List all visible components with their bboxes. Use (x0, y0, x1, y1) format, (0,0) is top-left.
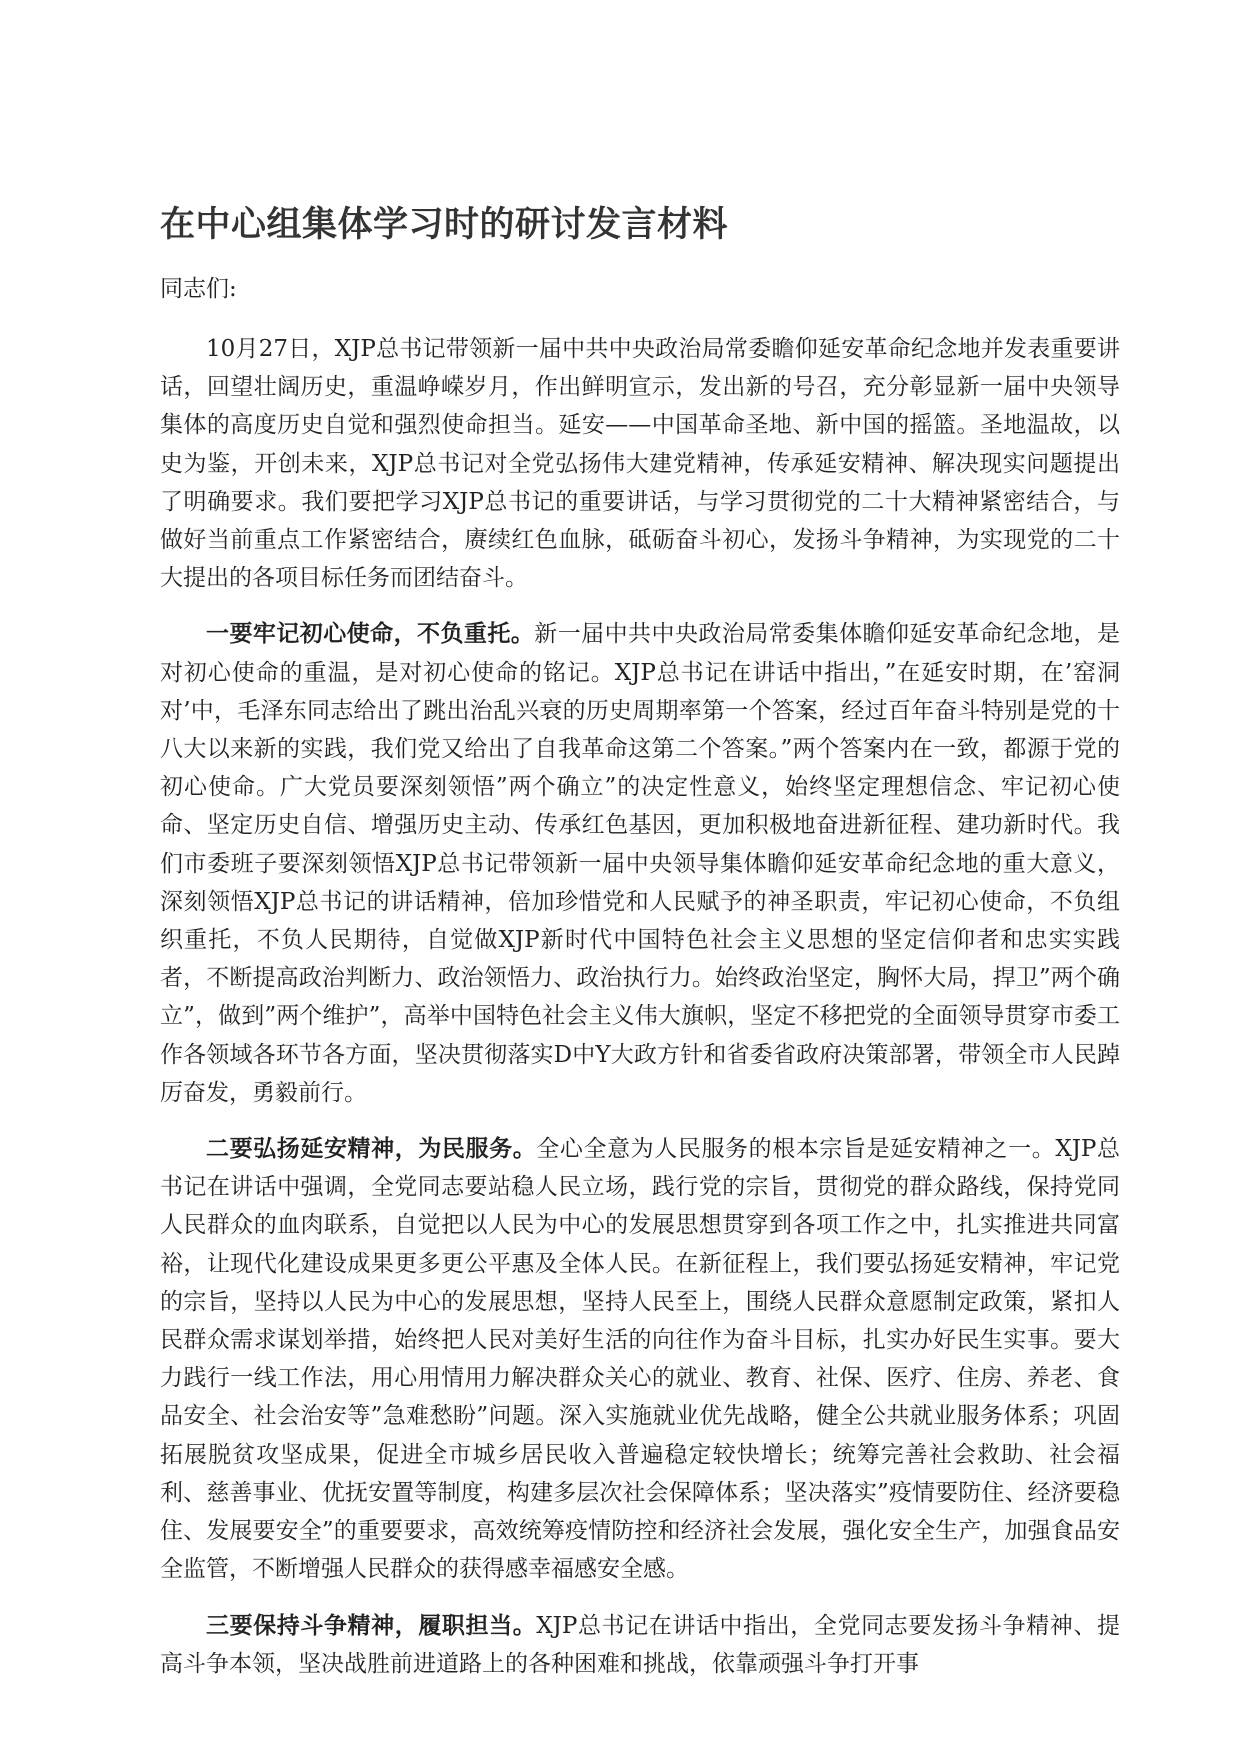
paragraph-intro (160, 330, 1120, 597)
document-page (160, 200, 1120, 1701)
salutation: 同志们: (160, 276, 237, 302)
paragraph-text: 新一届中共中央政治局常委集体瞻仰延安革命纪念地，是对初心使命的重温，是对初心使命的铭记。XJP总书记在讲话中指出，”在延安时期，在’窑洞对’中，毛泽东同志给出了跳出治乱兴衰的历史周期率第一个答案，经过百年奋斗特别是党的十八大以来新的实践，我们党又给出了自我革命这第二个答案。”两个答案内在一致，都源于党的初心使命。广大党员要深刻领悟”两个确立”的决定性意义，始终坚定理想信念、牢记初心使命、坚定历史自信、增强历史主动、传承红色基因，更加积极地奋进新征程、建功新时代。我们市委班子要深刻领悟XJP总书记带领新一届中央领导集体瞻仰延安革命纪念地的重大意义，深刻领悟XJP总书记的讲话精神，倍加珍惜党和人民赋予的神圣职责，牢记初心使命，不负组织重托，不负人民期待，自觉做XJP新时代中国特色社会主义思想的坚定信仰者和忠实实践者，不断提高政治判断力、政治领悟力、政治执行力。始终政治坚定，胸怀大局，捍卫”两个确立”，做到”两个维护”，高举中国特色社会主义伟大旗帜，坚定不移把党的全面领导贯穿市委工作各领域各环节各方面，坚决贯彻落实D中Y大政方针和省委省政府决策部署，带领全市人民踔厉奋发，勇毅前行。 (160, 621, 1121, 1106)
paragraph-point-two (160, 1130, 1120, 1588)
paragraph-text: 全心全意为人民服务的根本宗旨是延安精神之一。XJP总书记在讲话中强调，全党同志要站稳人民立场，践行党的宗旨，贯彻党的群众路线，保持党同人民群众的血肉联系，自觉把以人民为中心的发展思想贯穿到各项工作之中，扎实推进共同富裕，让现代化建设成果更多更公平惠及全体人民。在新征程上，我们要弘扬延安精神，牢记党的宗旨，坚持以人民为中心的发展思想，坚持人民至上，围绕人民群众意愿制定政策，紧扣人民群众需求谋划举措，始终把人民对美好生活的向往作为奋斗目标，扎实办好民生实事。要大力践行一线工作法，用心用情用力解决群众关心的就业、教育、社保、医疗、住房、养老、食品安全、社会治安等”急难愁盼”问题。深入实施就业优先战略，健全公共就业服务体系；巩固拓展脱贫攻坚成果，促进全市城乡居民收入普遍稳定较快增长；统筹完善社会救助、社会福利、慈善事业、优抚安置等制度，构建多层次社会保障体系；坚决落实”疫情要防住、经济要稳住、发展要安全”的重要要求，高效统筹疫情防控和经济社会发展，强化安全生产，加强食品安全监管，不断增强人民群众的获得感幸福感安全感。 (160, 1136, 1120, 1583)
paragraph-text: 10月27日，XJP总书记带领新一届中共中央政治局常委瞻仰延安革命纪念地并发表重要讲话，回望壮阔历史，重温峥嵘岁月，作出鲜明宣示，发出新的号召，充分彰显新一届中央领导集体的高度历史自觉和强烈使命担当。延安——中国革命圣地、新中国的摇篮。圣地温故，以史为鉴，开创未来，XJP总书记对全党弘扬伟大建党精神，传承延安精神、解决现实问题提出了明确要求。我们要把学习XJP总书记的重要讲话，与学习贯彻党的二十大精神紧密结合，与做好当前重点工作紧密结合，赓续红色血脉，砥砺奋斗初心，发扬斗争精神，为实现党的二十大提出的各项目标任务而团结奋斗。 (160, 336, 1120, 592)
paragraph-lead: 一要牢记初心使命，不负重托。 (206, 621, 535, 648)
paragraph-text: XJP总书记在讲话中指出，全党同志要发扬斗争精神、提高斗争本领，坚决战胜前进道路上的各种困难和挑战，依靠顽强斗争打开事 (160, 1612, 1120, 1677)
paragraph-point-one (160, 615, 1120, 1112)
paragraph-point-three (160, 1607, 1120, 1683)
paragraph-lead: 三要保持斗争精神，履职担当。 (206, 1612, 537, 1639)
document-title: 在中心组集体学习时的研讨发言材料 (160, 205, 729, 245)
paragraph-lead: 二要弘扬延安精神，为民服务。 (206, 1136, 537, 1163)
